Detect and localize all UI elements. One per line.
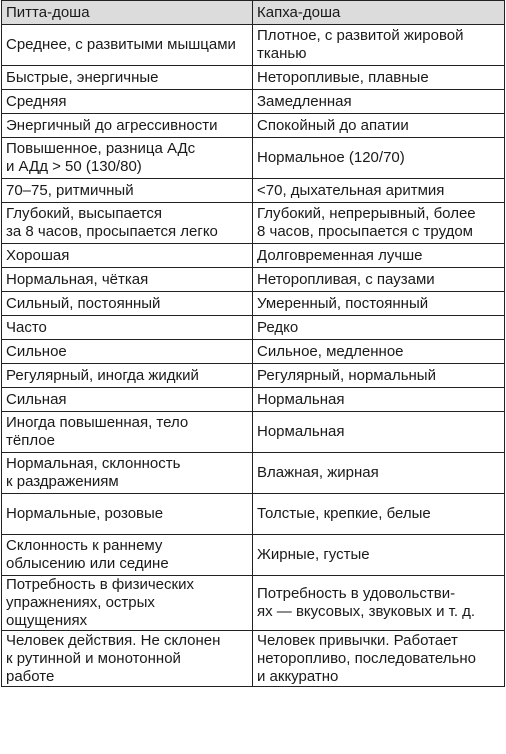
kapha-cell: Глубокий, непрерывный, более 8 часов, просыпается с трудом — [253, 203, 505, 244]
table-row — [2, 244, 505, 268]
table-row — [2, 631, 505, 687]
pitta-cell: Склонность к раннему облысению или седине — [2, 535, 253, 576]
kapha-cell: Плотное, с развитой жировой тканью — [253, 25, 505, 66]
table-row — [2, 535, 505, 576]
pitta-cell: Нормальная, склонность к раздражениям — [2, 453, 253, 494]
kapha-cell: Человек привычки. Работает неторопливо, последовательно и аккуратно — [253, 631, 505, 687]
pitta-cell: Повышенное, разница АДс и АДд > 50 (130/80) — [2, 138, 253, 179]
kapha-cell: Спокойный до апатии — [253, 114, 505, 138]
table-row — [2, 179, 505, 203]
header-pitta: Питта-доша — [2, 1, 253, 25]
kapha-cell: Влажная, жирная — [253, 453, 505, 494]
kapha-cell: <70, дыхательная аритмия — [253, 179, 505, 203]
kapha-cell: Умеренный, постоянный — [253, 292, 505, 316]
pitta-cell: Быстрые, энергичные — [2, 66, 253, 90]
pitta-cell: Иногда повышенная, тело тёплое — [2, 412, 253, 453]
table-row — [2, 340, 505, 364]
table-row — [2, 292, 505, 316]
kapha-cell: Нормальное (120/70) — [253, 138, 505, 179]
kapha-cell: Регулярный, нормальный — [253, 364, 505, 388]
pitta-cell: Потребность в физических упражнениях, острых ощущениях — [2, 576, 253, 631]
table-row — [2, 576, 505, 631]
kapha-cell: Толстые, крепкие, белые — [253, 494, 505, 535]
pitta-cell: Часто — [2, 316, 253, 340]
kapha-cell: Неторопливые, плавные — [253, 66, 505, 90]
header-row — [2, 1, 505, 25]
pitta-cell: Нормальная, чёткая — [2, 268, 253, 292]
kapha-cell: Нормальная — [253, 412, 505, 453]
dosha-comparison-table — [1, 0, 505, 687]
table-row — [2, 388, 505, 412]
kapha-cell: Долговременная лучше — [253, 244, 505, 268]
pitta-cell: Хорошая — [2, 244, 253, 268]
table-row — [2, 114, 505, 138]
table-row — [2, 90, 505, 114]
pitta-cell: 70–75, ритмичный — [2, 179, 253, 203]
kapha-cell: Потребность в удовольстви- ях — вкусовых, звуковых и т. д. — [253, 576, 505, 631]
table-row — [2, 316, 505, 340]
pitta-cell: Регулярный, иногда жидкий — [2, 364, 253, 388]
pitta-cell: Нормальные, розовые — [2, 494, 253, 535]
kapha-cell: Нормальная — [253, 388, 505, 412]
table-row — [2, 453, 505, 494]
table-row — [2, 412, 505, 453]
kapha-cell: Сильное, медленное — [253, 340, 505, 364]
table-row — [2, 66, 505, 90]
table-row — [2, 364, 505, 388]
header-kapha: Капха-доша — [253, 1, 505, 25]
pitta-cell: Сильное — [2, 340, 253, 364]
table-row — [2, 203, 505, 244]
pitta-cell: Сильный, постоянный — [2, 292, 253, 316]
table-row — [2, 268, 505, 292]
pitta-cell: Средняя — [2, 90, 253, 114]
pitta-cell: Сильная — [2, 388, 253, 412]
table-row — [2, 138, 505, 179]
pitta-cell: Человек действия. Не склонен к рутинной и монотонной работе — [2, 631, 253, 687]
pitta-cell: Глубокий, высыпается за 8 часов, просыпается легко — [2, 203, 253, 244]
kapha-cell: Замедленная — [253, 90, 505, 114]
kapha-cell: Неторопливая, с паузами — [253, 268, 505, 292]
kapha-cell: Редко — [253, 316, 505, 340]
kapha-cell: Жирные, густые — [253, 535, 505, 576]
pitta-cell: Энергичный до агрессивности — [2, 114, 253, 138]
pitta-cell: Среднее, с развитыми мышцами — [2, 25, 253, 66]
table-row — [2, 25, 505, 66]
table-row — [2, 494, 505, 535]
